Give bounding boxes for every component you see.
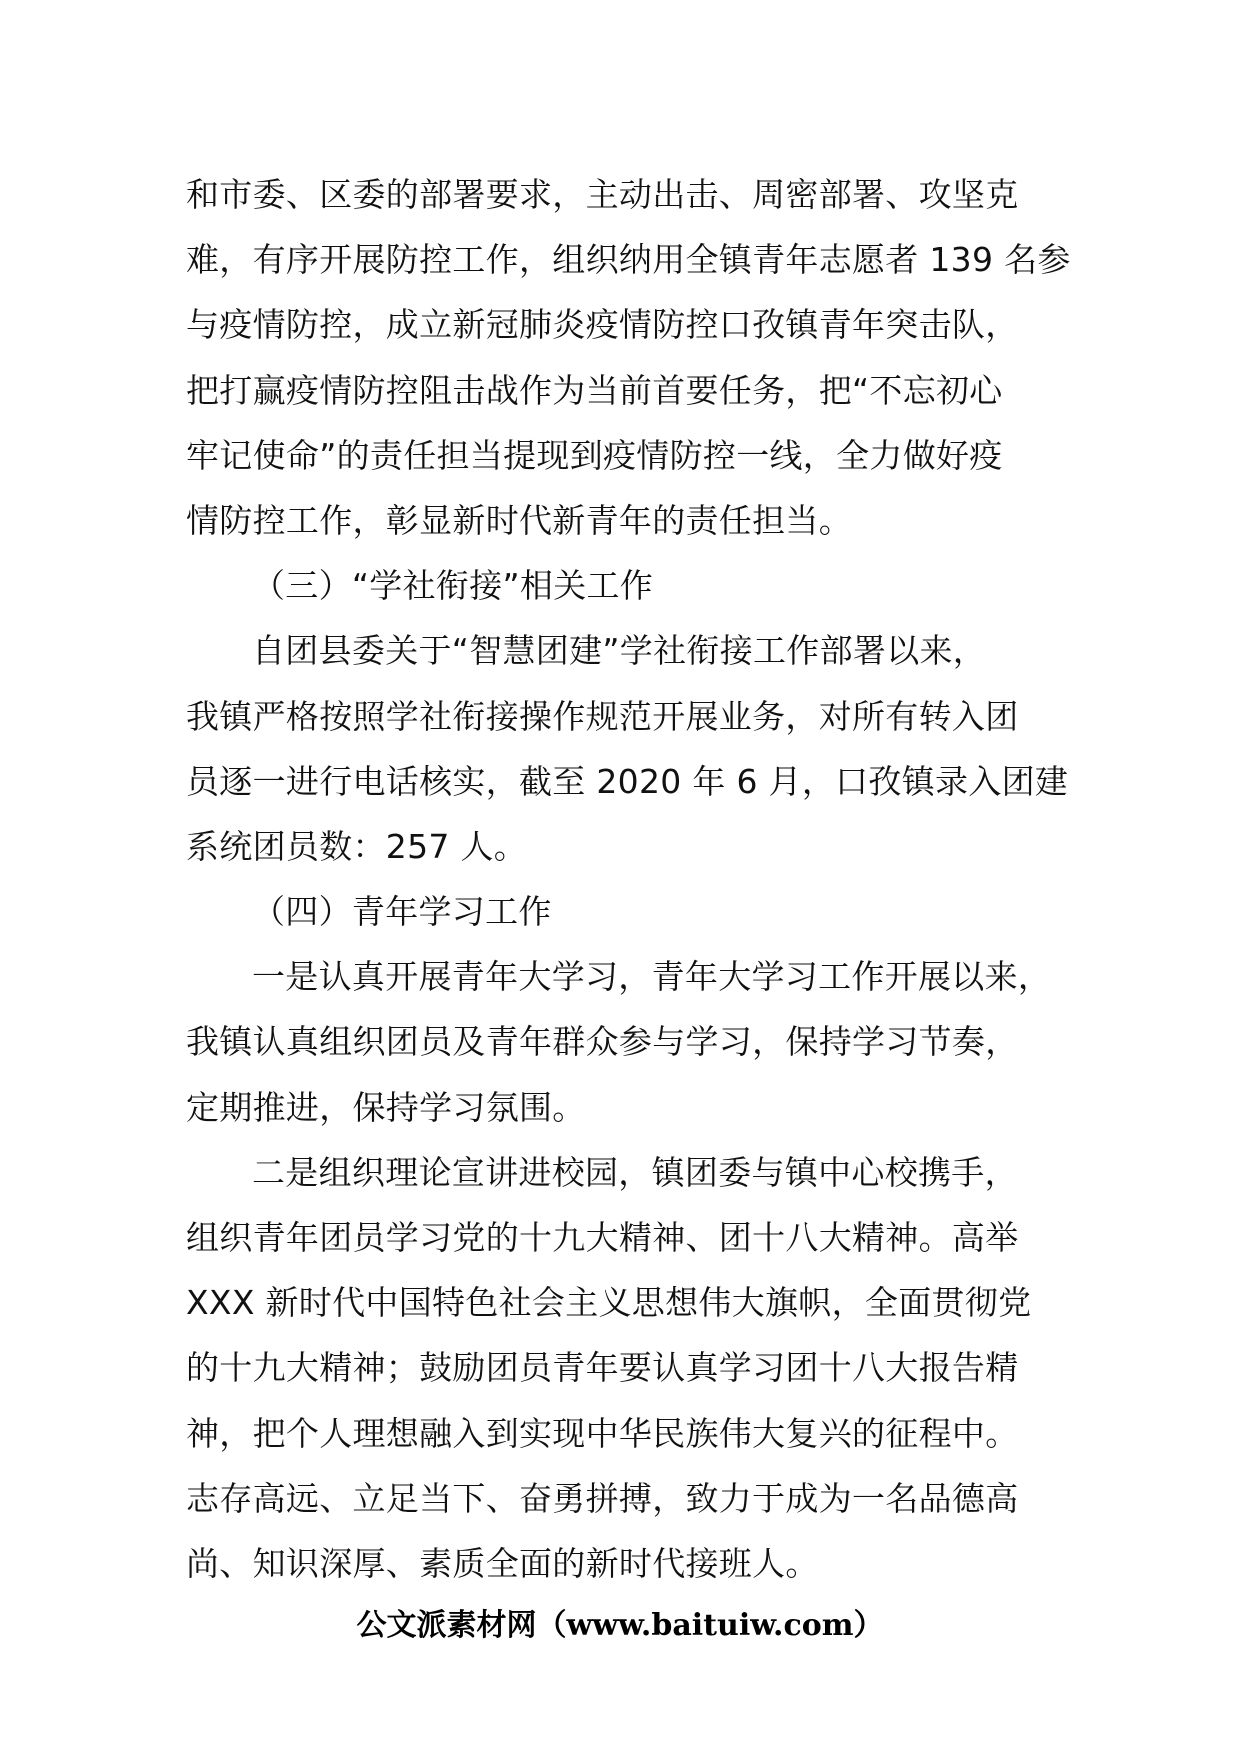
- footer-watermark: 公文派素材网（www.baituiw.com）: [356, 1608, 884, 1643]
- body-text: [186, 162, 1071, 1596]
- text-line: 与疫情防控，成立新冠肺炎疫情防控口孜镇青年突击队，: [186, 305, 1019, 345]
- text-line: 志存高远、立足当下、奋勇拼搏，致力于成为一名品德高: [186, 1478, 1019, 1518]
- text-line: 定期推进，保持学习氛围。: [186, 1087, 586, 1127]
- section-heading-3: （三）“学社衔接”相关工作: [252, 566, 654, 606]
- text-line: 难，有序开展防控工作，组织纳用全镇青年志愿者 139 名参: [186, 240, 1071, 280]
- text-line: 的十九大精神；鼓励团员青年要认真学习团十八大报告精: [186, 1348, 1019, 1388]
- text-line: 自团县委关于“智慧团建”学社衔接工作部署以来，: [252, 631, 987, 671]
- text-line: 神，把个人理想融入到实现中华民族伟大复兴的征程中。: [186, 1413, 1019, 1453]
- text-line: 尚、知识深厚、素质全面的新时代接班人。: [186, 1543, 819, 1583]
- text-line: 组织青年团员学习党的十九大精神、团十八大精神。高举: [186, 1218, 1019, 1257]
- text-line: 一是认真开展青年大学习，青年大学习工作开展以来，: [252, 957, 1052, 997]
- text-line: 员逐一进行电话核实，截至 2020 年 6 月，口孜镇录入团建: [186, 761, 1069, 801]
- text-line: 二是组织理论宣讲进校园，镇团委与镇中心校携手，: [252, 1152, 1018, 1192]
- text-line: XXX 新时代中国特色社会主义思想伟大旗帜，全面贯彻党: [186, 1283, 1032, 1323]
- text-line: 系统团员数：257 人。: [186, 826, 528, 866]
- text-line: 把打赢疫情防控阻击战作为当前首要任务，把“不忘初心: [186, 370, 1003, 410]
- section-heading-4: （四）青年学习工作: [252, 892, 552, 932]
- text-line: 情防控工作，彰显新时代新青年的责任担当。: [186, 500, 852, 540]
- text-line: 牢记使命”的责任担当提现到疫情防控一线，全力做好疫: [186, 435, 1003, 475]
- text-line: 我镇认真组织团员及青年群众参与学习，保持学习节奏，: [186, 1022, 1019, 1062]
- text-line: 我镇严格按照学社衔接操作规范开展业务，对所有转入团: [186, 696, 1019, 736]
- text-line: 和市委、区委的部署要求，主动出击、周密部署、攻坚克: [186, 175, 1019, 214]
